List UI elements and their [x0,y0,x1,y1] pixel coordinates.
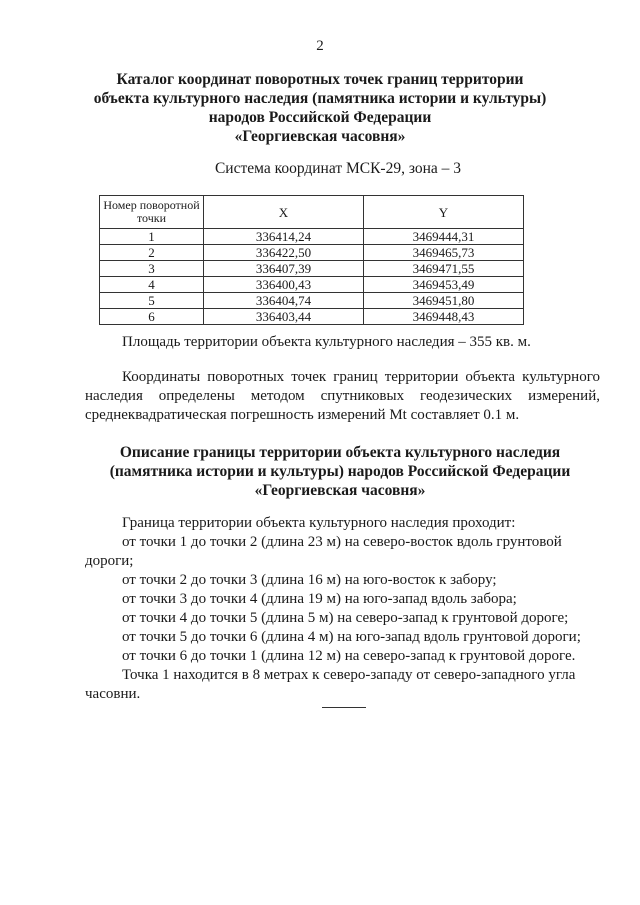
column-header-point: Номер поворотной точки [100,196,204,229]
catalog-title-line: объекта культурного наследия (памятника истории и культуры) [93,90,547,107]
route-intro: Граница территории объекта культурного наследия проходит: [122,515,516,531]
x-cell: 336404,74 [204,293,364,309]
table-row [100,309,524,325]
measurement-method-paragraph: Координаты поворотных точек границ территории объекта культурного наследия определены методом спутниковых геодезических измерений, среднеквадратическая погрешность измерений Mt составляет 0.1 м. [85,369,600,423]
route-segment: от точки 2 до точки 3 (длина 16 м) на юго-восток к забору; [122,572,497,588]
y-cell: 3469465,73 [364,245,524,261]
y-cell: 3469444,31 [364,229,524,245]
y-cell: 3469448,43 [364,309,524,325]
closing-rule [322,707,366,708]
coordinate-system: Система координат МСК-29, зона – 3 [214,160,462,177]
catalog-title-line: «Георгиевская часовня» [234,128,406,145]
page-number: 2 [316,38,324,54]
y-cell: 3469451,80 [364,293,524,309]
description-title-line: Описание границы территории объекта культурного наследия [119,444,561,461]
catalog-title [60,70,580,146]
catalog-title-line: Каталог координат поворотных точек границ территории [116,71,524,88]
column-header-x: X [204,196,364,229]
point-number-cell: 3 [100,261,204,277]
point-number-cell: 4 [100,277,204,293]
route-segment: от точки 3 до точки 4 (длина 19 м) на юго-запад вдоль забора; [122,591,517,607]
y-cell: 3469471,55 [364,261,524,277]
route-segment: от точки 1 до точки 2 (длина 23 м) на северо-восток вдоль грунтовой [122,534,562,550]
description-title-line: (памятника истории и культуры) народов Российской Федерации [109,463,571,480]
table-header-row [100,196,524,229]
point-number-cell: 5 [100,293,204,309]
coordinates-table [99,195,524,325]
point-number-cell: 2 [100,245,204,261]
route-segment-continuation: дороги; [85,553,134,569]
route-segment: от точки 6 до точки 1 (длина 12 м) на северо-запад к грунтовой дороге. [122,648,576,664]
route-segment: от точки 5 до точки 6 (длина 4 м) на юго-запад вдоль грунтовой дороги; [122,629,581,645]
y-cell: 3469453,49 [364,277,524,293]
table-row [100,245,524,261]
column-header-y: Y [364,196,524,229]
route-segment: от точки 4 до точки 5 (длина 5 м) на северо-запад к грунтовой дороге; [122,610,569,626]
table-row [100,293,524,309]
route-note-continuation: часовни. [85,686,141,702]
table-row [100,277,524,293]
table-row [100,229,524,245]
table-row [100,261,524,277]
x-cell: 336407,39 [204,261,364,277]
x-cell: 336400,43 [204,277,364,293]
point-number-cell: 1 [100,229,204,245]
boundary-route [85,514,605,704]
point-number-cell: 6 [100,309,204,325]
catalog-title-line: народов Российской Федерации [208,109,432,126]
x-cell: 336422,50 [204,245,364,261]
boundary-description-title [60,443,620,500]
route-note: Точка 1 находится в 8 метрах к северо-западу от северо-западного угла [122,667,576,683]
x-cell: 336403,44 [204,309,364,325]
description-title-line: «Георгиевская часовня» [254,482,426,499]
area-statement: Площадь территории объекта культурного наследия – 355 кв. м. [122,334,531,350]
x-cell: 336414,24 [204,229,364,245]
